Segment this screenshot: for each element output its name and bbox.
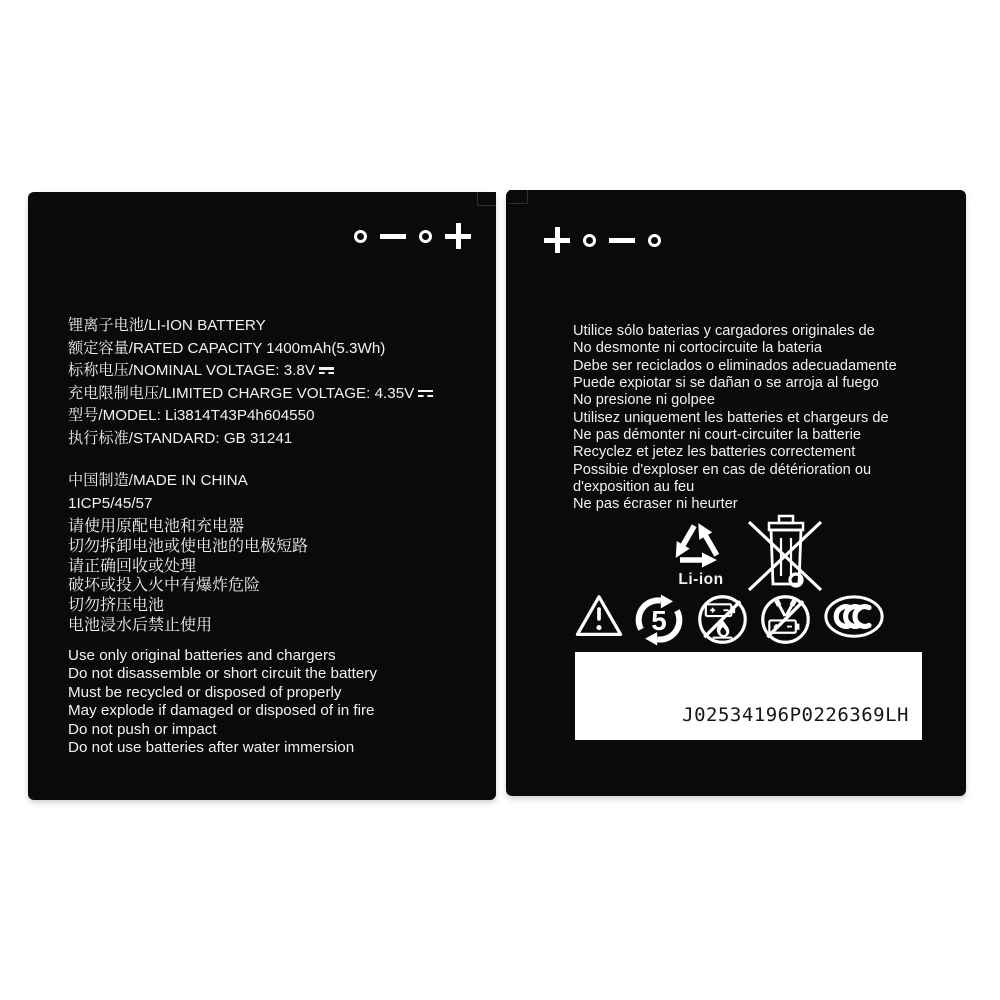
warning-triangle-icon (575, 594, 623, 638)
spec-line-battery-type: 锂离子电池/LI-ION BATTERY (68, 317, 266, 334)
no-fire-battery-icon (697, 594, 748, 645)
warning-line-en: Do not use batteries after water immersion (68, 739, 355, 757)
label-seam-notch (509, 190, 528, 204)
english-warnings-block (68, 647, 377, 757)
warning-line-fr: Recyclez et jetez les batteries correctement (573, 444, 856, 461)
polarity-marks (354, 222, 471, 250)
no-disassemble-battery-icon (760, 594, 811, 645)
warning-line-en: May explode if damaged or disposed of in fire (68, 702, 375, 720)
ccc-mark-icon (822, 594, 886, 639)
warning-line-cn: 请使用原配电池和充电器 (68, 518, 245, 535)
recycle-liion-group (666, 514, 736, 589)
terminal-circle-icon (583, 234, 596, 247)
warning-line-cn: 电池浸水后禁止使用 (68, 616, 213, 634)
warning-line-cn: 请正确回收或处理 (68, 557, 197, 575)
battery-back-label (506, 190, 966, 796)
warning-line-es: No presione ni golpee (573, 392, 715, 409)
warning-line-en: Do not push or impact (68, 720, 217, 738)
intl-warnings-block (573, 323, 897, 514)
svg-text:5: 5 (651, 605, 667, 637)
chinese-warnings-block (68, 517, 308, 636)
minus-terminal-icon (609, 238, 635, 243)
terminal-circle-icon (419, 230, 432, 243)
warning-line-cn: 切勿挤压电池 (68, 597, 165, 615)
warning-line-fr: Possibie d'exploser en cas de détérioration ou (573, 461, 872, 478)
spec-line-standard: 执行标准/STANDARD: GB 31241 (68, 429, 293, 447)
warning-line-en: Use only original batteries and chargers (68, 647, 336, 664)
warning-line-cn: 破坏或投入火中有爆炸危险 (68, 577, 261, 595)
liion-label: Li-ion (678, 571, 724, 588)
terminal-circle-icon (648, 234, 661, 247)
polarity-marks (544, 226, 661, 254)
dc-voltage-icon (418, 389, 433, 398)
plus-terminal-icon (544, 227, 570, 253)
warning-line-fr: Ne pas démonter ni court-circuiter la batterie (573, 427, 861, 444)
serial-strip (575, 652, 922, 740)
warning-line-fr: d'exposition au feu (573, 479, 695, 496)
plus-terminal-icon (445, 223, 471, 249)
dc-voltage-icon (319, 366, 334, 375)
warning-line-es: No desmonte ni cortocircuite la bateria (573, 340, 823, 357)
crossed-wheelie-bin-icon (742, 510, 828, 596)
warning-line-es: Debe ser reciclados o eliminados adecuadamente (573, 357, 897, 374)
spec-line-model: 型号/MODEL: Li3814T43P4h604550 (68, 407, 315, 425)
made-in-china-line: 中国制造/MADE IN CHINA (68, 472, 248, 489)
cell-type-line: 1ICP5/45/57 (68, 495, 153, 512)
spec-line-limited-charge-voltage: 充电限制电压/LIMITED CHARGE VOLTAGE: 4.35V (68, 383, 433, 406)
serial-number: J02534196P0226369LH (682, 704, 909, 726)
epup-5-icon (632, 594, 686, 646)
minus-terminal-icon (380, 234, 406, 239)
warning-line-cn: 切勿拆卸电池或使电池的电极短路 (68, 537, 309, 555)
crossed-bin-group (742, 510, 828, 596)
spec-block (68, 315, 433, 451)
warning-line-en: Do not disassemble or short circuit the battery (68, 665, 377, 683)
battery-front-label (28, 192, 496, 800)
origin-block (68, 469, 248, 515)
warning-line-fr: Ne pas écraser ni heurter (573, 496, 738, 513)
recycle-icon (666, 514, 728, 570)
spec-line-nominal-voltage: 标称电压/NOMINAL VOLTAGE: 3.8V (68, 360, 433, 383)
warning-line-es: Puede expiotar si se dañan o se arroja al fuego (573, 375, 879, 392)
warning-line-fr: Utilisez uniquement les batteries et chargeurs de (573, 409, 889, 426)
terminal-circle-icon (354, 230, 367, 243)
label-seam-notch (477, 192, 496, 206)
spec-line-rated-capacity: 额定容量/RATED CAPACITY 1400mAh(5.3Wh) (68, 339, 386, 357)
warning-line-en: Must be recycled or disposed of properly (68, 683, 342, 701)
warning-line-es: Utilice sólo baterias y cargadores originales de (573, 323, 875, 339)
